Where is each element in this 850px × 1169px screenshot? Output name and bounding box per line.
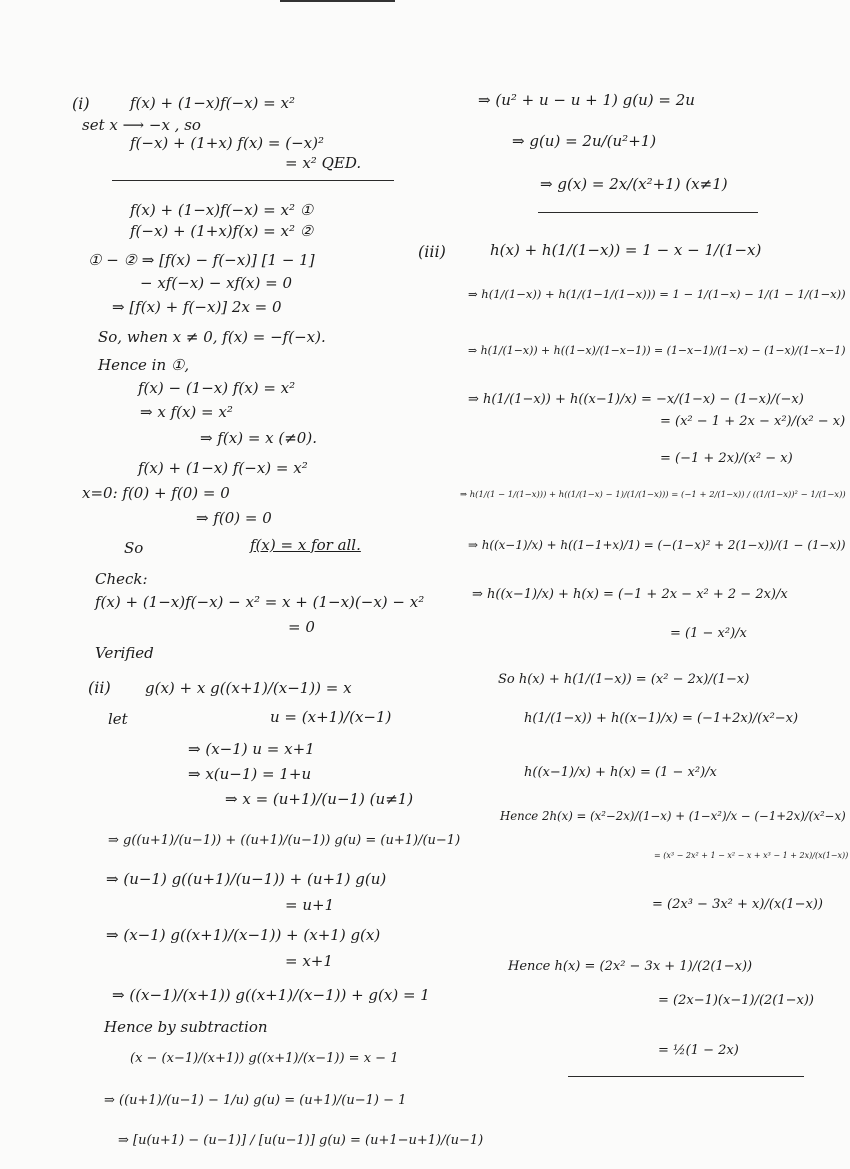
section-divider: [568, 1076, 804, 1077]
part-iii-line: ⇒ h(1/(1 − 1/(1−x))) + h((1/(1−x) − 1)/(1/(1−x))) = (−1 + 2/(1−x)) / ((1/(1−x))² − 1/(1−x)): [460, 489, 846, 499]
part-iii-line: Hence h(x) = (2x² − 3x + 1)/(2(1−x)): [508, 959, 753, 974]
part-iii-line: = (2x−1)(x−1)/(2(1−x)): [658, 993, 815, 1008]
part-i-line: Check:: [95, 570, 148, 588]
part-ii-line: ⇒ x(u−1) = 1+u: [188, 765, 312, 783]
part-ii-line: ⇒ g(u) = 2u/(u²+1): [512, 132, 657, 150]
part-i-line: f(x) + (1−x)f(−x) = x²: [130, 94, 295, 112]
part-ii-line: ⇒ (u² + u − u + 1) g(u) = 2u: [478, 91, 695, 109]
part-ii-line: g(x) + x g((x+1)/(x−1)) = x: [145, 679, 352, 697]
part-i-line: f(x) − (1−x) f(x) = x²: [138, 379, 296, 397]
part-i-line: ⇒ [f(x) + f(−x)] 2x = 0: [112, 298, 282, 316]
part-ii-line: (x − (x−1)/(x+1)) g((x+1)/(x−1)) = x − 1: [130, 1051, 399, 1066]
part-i-line: x=0: f(0) + f(0) = 0: [82, 484, 230, 502]
part-i-line: − xf(−x) − xf(x) = 0: [140, 274, 293, 292]
part-ii-line: = x+1: [285, 952, 333, 970]
part-i-line: ⇒ f(x) = x (≠0).: [200, 429, 317, 447]
part-ii-line: ⇒ x = (u+1)/(u−1) (u≠1): [225, 790, 414, 808]
section-divider: [112, 180, 394, 181]
part-ii-line: ⇒ ((u+1)/(u−1) − 1/u) g(u) = (u+1)/(u−1) − 1: [104, 1093, 407, 1108]
part-iii-line: h((x−1)/x) + h(x) = (1 − x²)/x: [524, 765, 717, 780]
part-iii-line: ⇒ h((x−1)/x) + h(x) = (−1 + 2x − x² + 2 − 2x)/x: [472, 587, 788, 602]
part-i-line: f(x) + (1−x)f(−x) − x² = x + (1−x)(−x) − x²: [95, 593, 425, 611]
part-ii-line: ⇒ (u−1) g((u+1)/(u−1)) + (u+1) g(u): [106, 870, 387, 888]
part-ii-line: u = (x+1)/(x−1): [270, 708, 392, 726]
part-i-line: Hence in ①,: [98, 356, 190, 374]
part-iii-line: = (1 − x²)/x: [670, 626, 747, 641]
part-i-line: f(x) + (1−x) f(−x) = x²: [138, 459, 308, 477]
part-iii-line: = (x³ − 2x² + 1 − x² − x + x³ − 1 + 2x)/(x(1−x)): [654, 851, 849, 860]
part-ii-line: ⇒ g((u+1)/(u−1)) + ((u+1)/(u−1)) g(u) = (u+1)/(u−1): [108, 833, 461, 848]
part-ii-line: ⇒ (x−1) g((x+1)/(x−1)) + (x+1) g(x): [106, 926, 381, 944]
part-i-line: f(−x) + (1+x) f(x) = (−x)²: [130, 134, 324, 152]
part-i-line: = 0: [288, 618, 315, 636]
part-iii-line: ⇒ h((x−1)/x) + h((1−1+x)/1) = (−(1−x)² + 2(1−x))/(1 − (1−x)): [468, 538, 846, 552]
part-iii-line: = (2x³ − 3x² + x)/(x(1−x)): [652, 897, 823, 912]
part-i-line: Verified: [95, 644, 154, 662]
part-i-label: (i): [72, 94, 90, 113]
part-iii-line: h(1/(1−x)) + h((x−1)/x) = (−1+2x)/(x²−x): [524, 711, 799, 726]
part-i-line: ① − ② ⇒ [f(x) − f(−x)] [1 − 1]: [88, 251, 315, 269]
part-ii-line: = u+1: [285, 896, 335, 914]
part-iii-line: ⇒ h(1/(1−x)) + h(1/(1−1/(1−x))) = 1 − 1/(1−x) − 1/(1 − 1/(1−x)): [468, 287, 846, 301]
part-i-line: = x² QED.: [285, 154, 362, 172]
part-iii-label: (iii): [418, 242, 446, 261]
part-i-line: ⇒ x f(x) = x²: [140, 403, 233, 421]
part-ii-line: let: [108, 710, 128, 728]
top-edge-line: [280, 0, 395, 2]
part-i-line: f(x) + (1−x)f(−x) = x² ①: [130, 201, 314, 219]
part-iii-line: ⇒ h(1/(1−x)) + h((1−x)/(1−x−1)) = (1−x−1)/(1−x) − (1−x)/(1−x−1): [468, 344, 846, 357]
part-ii-line: Hence by subtraction: [104, 1018, 268, 1036]
conclusion-line: f(x) = x for all.: [250, 536, 361, 554]
part-iii-line: h(x) + h(1/(1−x)) = 1 − x − 1/(1−x): [490, 241, 762, 259]
section-divider: [538, 212, 758, 213]
final-answer: = ½(1 − 2x): [658, 1043, 739, 1058]
part-iii-line: = (x² − 1 + 2x − x²)/(x² − x): [660, 414, 846, 429]
part-i-line: So, when x ≠ 0, f(x) = −f(−x).: [98, 328, 326, 346]
part-i-line: So: [124, 539, 144, 557]
part-i-line: f(−x) + (1+x)f(x) = x² ②: [130, 222, 314, 240]
part-ii-line: ⇒ ((x−1)/(x+1)) g((x+1)/(x−1)) + g(x) = 1: [112, 986, 430, 1004]
part-i-line: set x ⟶ −x , so: [82, 116, 201, 134]
part-i-line: ⇒ f(0) = 0: [196, 509, 272, 527]
part-iii-line: = (−1 + 2x)/(x² − x): [660, 451, 793, 466]
part-ii-line: ⇒ g(x) = 2x/(x²+1) (x≠1): [540, 175, 728, 193]
part-iii-line: So h(x) + h(1/(1−x)) = (x² − 2x)/(1−x): [498, 672, 750, 687]
part-iii-line: ⇒ h(1/(1−x)) + h((x−1)/x) = −x/(1−x) − (1−x)/(−x): [468, 392, 804, 407]
part-ii-label: (ii): [88, 678, 111, 697]
part-ii-line: ⇒ (x−1) u = x+1: [188, 740, 315, 758]
part-iii-line: Hence 2h(x) = (x²−2x)/(1−x) + (1−x²)/x − (−1+2x)/(x²−x): [500, 809, 846, 823]
part-ii-line: ⇒ [u(u+1) − (u−1)] / [u(u−1)] g(u) = (u+1−u+1)/(u−1): [118, 1133, 484, 1148]
